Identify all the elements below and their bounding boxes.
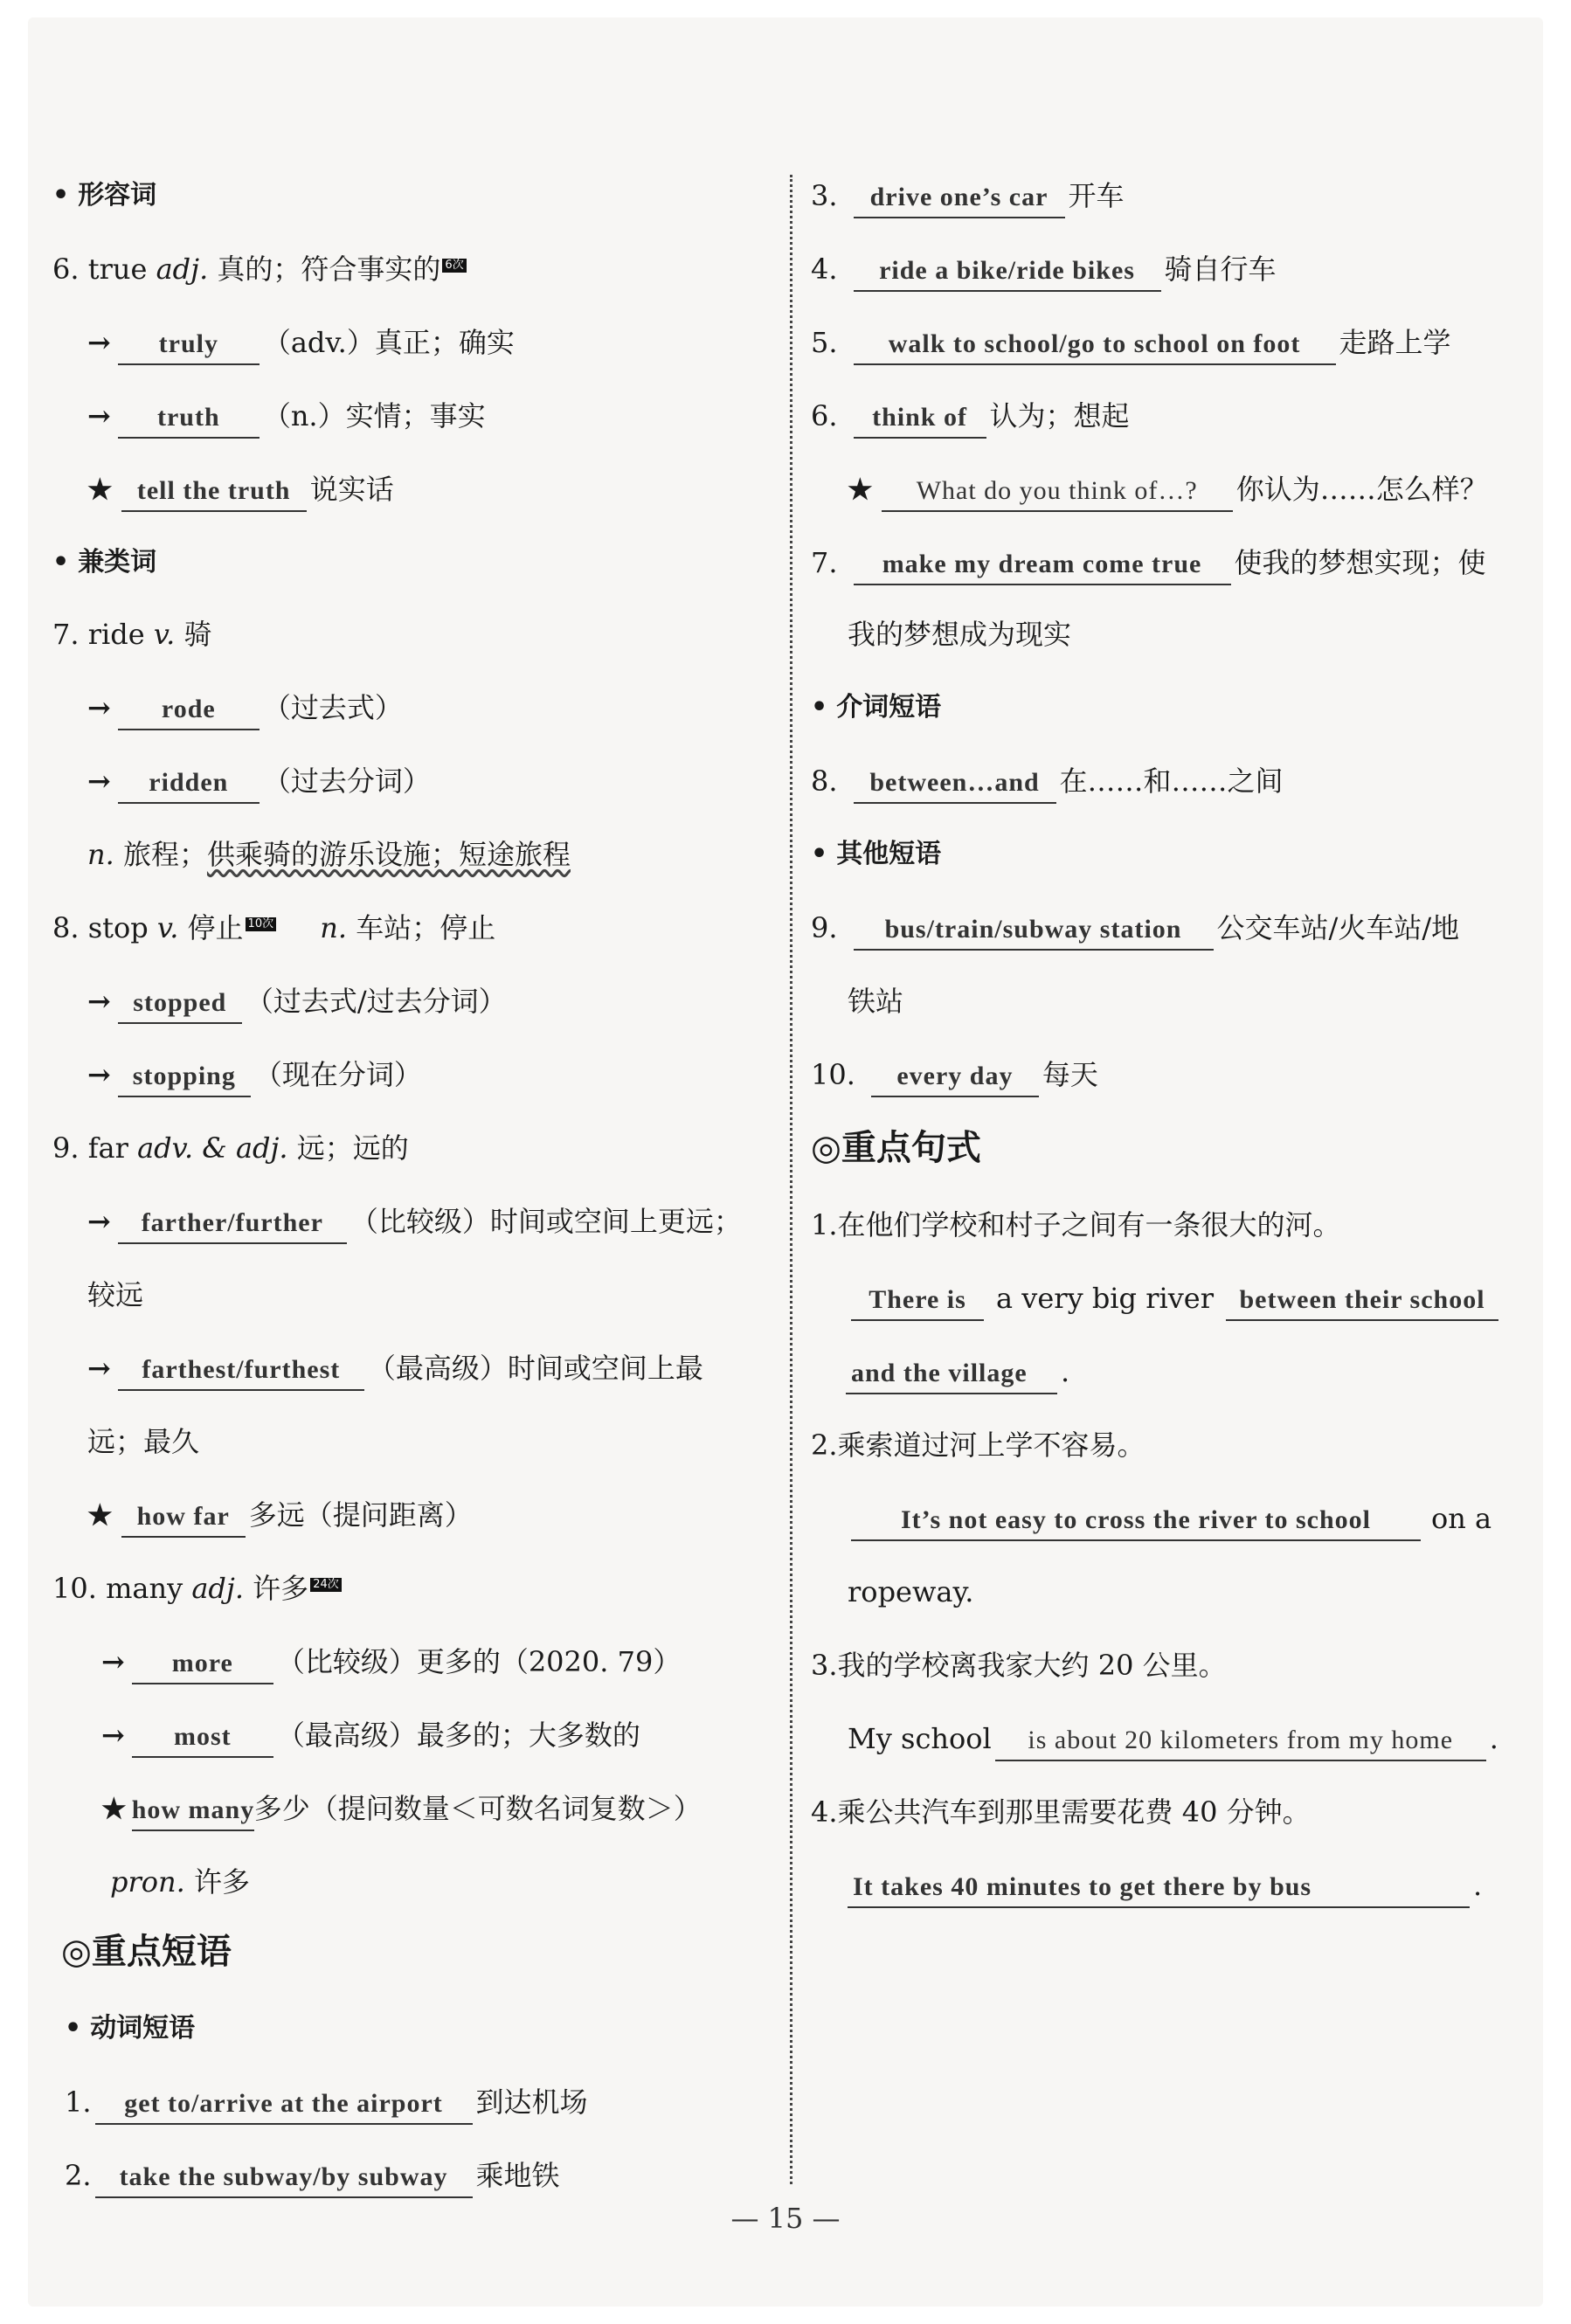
arrow-icon: → bbox=[87, 691, 111, 724]
derivation-more bbox=[101, 1643, 681, 1684]
answer-blank: every day bbox=[871, 1057, 1039, 1097]
sentence-number: 3. bbox=[811, 1649, 838, 1682]
entry-meaning: 许多 bbox=[253, 1572, 309, 1605]
sentence-number: 1. bbox=[811, 1208, 838, 1242]
entry-number: 8. bbox=[52, 911, 80, 944]
answer-blank: ride a bike/ride bikes bbox=[854, 252, 1161, 292]
entry-number: 7. bbox=[52, 618, 80, 651]
answer-blank: most bbox=[132, 1718, 273, 1758]
phrase-number: 3. bbox=[811, 179, 838, 212]
phrase-meaning: 骑自行车 bbox=[1164, 252, 1277, 286]
entry-meaning: 骑 bbox=[183, 618, 212, 651]
phrase-1 bbox=[65, 2083, 588, 2125]
answer-blank: farther/further bbox=[118, 1204, 347, 1244]
derivation-note: （比较级）更多的（2020. 79） bbox=[276, 1645, 682, 1678]
phrase-meaning: 你认为……怎么样？ bbox=[1235, 473, 1488, 506]
category-multi-class: • 兼类词 bbox=[52, 547, 157, 578]
entry-pos: n. bbox=[320, 911, 348, 944]
derivation-note: （最高级）最多的；大多数的 bbox=[276, 1719, 640, 1752]
derivation-ridden bbox=[87, 762, 431, 804]
entry-meaning: 车站；停止 bbox=[356, 911, 496, 944]
phrase-meaning: 每天 bbox=[1042, 1058, 1098, 1091]
arrow-icon: → bbox=[87, 399, 111, 432]
derivation-note: （过去分词） bbox=[262, 764, 431, 798]
phrase-2 bbox=[65, 2156, 560, 2198]
phrase-meaning: 说实话 bbox=[309, 473, 394, 506]
sentence-2-answer bbox=[848, 1499, 1491, 1541]
answer-blank: between their school bbox=[1226, 1281, 1498, 1321]
entry-word: ride bbox=[87, 618, 145, 651]
sentence-text: . bbox=[1061, 1355, 1070, 1388]
entry-pos: adv. & adj. bbox=[137, 1131, 288, 1165]
category-other-phrases: • 其他短语 bbox=[811, 839, 942, 869]
answer-blank: truth bbox=[118, 398, 260, 439]
derivation-stopped bbox=[87, 982, 507, 1024]
entry-word: many bbox=[106, 1572, 183, 1605]
arrow-icon: → bbox=[87, 1205, 111, 1238]
entry-meaning: 许多 bbox=[194, 1865, 251, 1899]
answer-blank: and the village bbox=[846, 1354, 1057, 1394]
derivation-farther-cont bbox=[87, 1276, 143, 1314]
phrase-meaning: 公交车站/火车站/地 bbox=[1216, 911, 1460, 944]
derivation-truly bbox=[87, 323, 515, 365]
phrase-number: 10. bbox=[811, 1058, 855, 1091]
star-icon: ★ bbox=[101, 1792, 127, 1825]
sentence-number: 4. bbox=[811, 1795, 838, 1829]
phrase-number: 7. bbox=[811, 546, 838, 579]
derivation-most bbox=[101, 1716, 640, 1758]
answer-blank: how many bbox=[132, 1791, 254, 1831]
phrase-number: 9. bbox=[811, 911, 838, 944]
category-prep-phrases: • 介词短语 bbox=[811, 692, 942, 723]
page-number: — 15 — bbox=[730, 2202, 841, 2235]
answer-blank: drive one’s car bbox=[854, 178, 1065, 218]
derivation-note: （过去式） bbox=[262, 691, 403, 724]
category-verb-phrases: • 动词短语 bbox=[65, 2013, 196, 2044]
answer-blank: walk to school/go to school on foot bbox=[854, 325, 1336, 365]
arrow-icon: → bbox=[87, 1352, 111, 1385]
phrase-meaning: 铁站 bbox=[848, 985, 904, 1018]
phrase-meaning: 在……和……之间 bbox=[1059, 764, 1284, 798]
phrase-9 bbox=[811, 909, 1459, 951]
answer-blank: between…and bbox=[854, 764, 1056, 804]
entry-number: 6. bbox=[52, 252, 80, 286]
sentence-3-answer bbox=[848, 1719, 1498, 1761]
sentence-text: My school bbox=[848, 1722, 992, 1755]
answer-blank: farthest/furthest bbox=[118, 1351, 364, 1391]
phrase-meaning: 多少（提问数量＜可数名词复数＞） bbox=[253, 1792, 702, 1825]
sentence-text: ropeway. bbox=[848, 1575, 974, 1608]
derivation-farthest-cont bbox=[87, 1422, 199, 1461]
sentence-text: . bbox=[1473, 1869, 1483, 1902]
emphasized-meaning: 供乘骑的游乐设施；短途旅程 bbox=[206, 838, 571, 871]
derivation-truth bbox=[87, 397, 486, 439]
entry-pos: n. bbox=[87, 838, 114, 871]
derivation-note: （比较级）时间或空间上更远； bbox=[349, 1205, 742, 1238]
phrase-number: 4. bbox=[811, 252, 838, 286]
derivation-note: （过去式/过去分词） bbox=[245, 985, 507, 1018]
sentence-chinese: 在他们学校和村子之间有一条很大的河。 bbox=[837, 1208, 1341, 1242]
derivation-note: （最高级）时间或空间上最 bbox=[367, 1352, 703, 1385]
arrow-icon: → bbox=[101, 1645, 125, 1678]
pron-sense-many bbox=[110, 1863, 250, 1901]
derivation-farthest bbox=[87, 1349, 703, 1391]
phrase-7 bbox=[811, 543, 1486, 585]
answer-blank: bus/train/subway station bbox=[854, 910, 1214, 951]
star-icon: ★ bbox=[848, 473, 873, 506]
entry-ride bbox=[52, 615, 211, 654]
phrase-number: 8. bbox=[811, 764, 838, 798]
sentence-text: a very big river bbox=[996, 1282, 1215, 1315]
section-title-phrases: ◎重点短语 bbox=[61, 1932, 232, 1972]
frequency-badge: 24次 bbox=[310, 1578, 342, 1592]
sentence-4-prompt bbox=[811, 1793, 1311, 1831]
answer-blank: take the subway/by subway bbox=[95, 2158, 473, 2198]
answer-blank: ridden bbox=[118, 764, 260, 804]
phrase-how-far bbox=[87, 1496, 473, 1538]
entry-many bbox=[52, 1569, 342, 1608]
entry-pos: adj. bbox=[156, 252, 209, 286]
entry-word: true bbox=[87, 252, 148, 286]
entry-pos: pron. bbox=[110, 1865, 185, 1899]
phrase-6 bbox=[811, 397, 1130, 439]
phrase-tell-truth bbox=[87, 470, 394, 512]
sentence-4-answer bbox=[848, 1866, 1482, 1908]
phrase-9-cont bbox=[848, 982, 903, 1020]
sentence-1-prompt bbox=[811, 1206, 1341, 1244]
answer-blank: get to/arrive at the airport bbox=[95, 2085, 473, 2125]
entry-pos: v. bbox=[153, 618, 176, 651]
derivation-note: 较远 bbox=[87, 1278, 144, 1311]
category-label: 兼类词 bbox=[78, 547, 157, 578]
answer-blank: how far bbox=[121, 1497, 246, 1538]
noun-sense-ride bbox=[87, 835, 571, 874]
entry-pos: adj. bbox=[191, 1572, 244, 1605]
answer-blank: truly bbox=[118, 325, 260, 365]
phrase-3 bbox=[811, 176, 1125, 218]
sentence-1-answer bbox=[848, 1279, 1502, 1321]
derivation-stopping bbox=[87, 1055, 422, 1097]
derivation-rode bbox=[87, 688, 403, 730]
entry-meaning: 远；远的 bbox=[296, 1131, 409, 1165]
answer-blank: What do you think of…? bbox=[882, 472, 1233, 512]
phrase-4 bbox=[811, 250, 1277, 292]
column-divider bbox=[790, 175, 792, 2184]
entry-word: stop bbox=[87, 911, 149, 944]
entry-word: far bbox=[87, 1131, 128, 1165]
phrase-number: 5. bbox=[811, 326, 838, 359]
category-label: 其他短语 bbox=[836, 839, 942, 869]
phrase-meaning: 我的梦想成为现实 bbox=[848, 618, 1072, 651]
answer-blank: rode bbox=[118, 690, 260, 730]
phrase-meaning: 乘地铁 bbox=[475, 2159, 560, 2192]
arrow-icon: → bbox=[101, 1719, 125, 1752]
sentence-text: on a bbox=[1431, 1502, 1492, 1535]
phrase-meaning: 开车 bbox=[1068, 179, 1125, 212]
sentence-1-answer-cont bbox=[842, 1352, 1069, 1394]
star-icon: ★ bbox=[87, 473, 113, 506]
category-adjective: • 形容词 bbox=[52, 180, 157, 211]
answer-blank: It’s not easy to cross the river to school bbox=[851, 1501, 1421, 1541]
entry-number: 10. bbox=[52, 1572, 97, 1605]
entry-true bbox=[52, 250, 467, 288]
derivation-farther bbox=[87, 1202, 742, 1244]
sentence-2-prompt bbox=[811, 1426, 1145, 1464]
frequency-badge: 6次 bbox=[442, 259, 466, 273]
section-title-sentences: ◎重点句式 bbox=[811, 1128, 981, 1168]
answer-blank: more bbox=[132, 1644, 273, 1684]
phrase-meaning: 多远（提问距离） bbox=[248, 1498, 473, 1532]
category-label: 动词短语 bbox=[90, 2013, 196, 2044]
phrase-number: 2. bbox=[65, 2159, 92, 2192]
phrase-10 bbox=[811, 1055, 1098, 1097]
answer-blank: is about 20 kilometers from my home bbox=[995, 1721, 1486, 1761]
sentence-number: 2. bbox=[811, 1428, 838, 1462]
arrow-icon: → bbox=[87, 764, 111, 798]
entry-pos: v. bbox=[156, 911, 179, 944]
sentence-chinese: 乘公共汽车到那里需要花费 40 分钟。 bbox=[837, 1795, 1311, 1829]
category-label: 介词短语 bbox=[836, 692, 942, 723]
answer-blank: It takes 40 minutes to get there by bus bbox=[848, 1868, 1470, 1908]
phrase-7-cont bbox=[848, 615, 1071, 654]
phrase-8 bbox=[811, 762, 1284, 804]
star-icon: ★ bbox=[87, 1498, 113, 1532]
answer-blank: stopping bbox=[118, 1057, 251, 1097]
phrase-number: 1. bbox=[65, 2085, 92, 2119]
phrase-meaning: 走路上学 bbox=[1339, 326, 1451, 359]
arrow-icon: → bbox=[87, 326, 111, 359]
answer-blank: think of bbox=[854, 398, 986, 439]
sentence-text: . bbox=[1489, 1722, 1498, 1755]
answer-blank: tell the truth bbox=[121, 472, 307, 512]
answer-blank: stopped bbox=[118, 984, 242, 1024]
derivation-note: 远；最久 bbox=[87, 1425, 200, 1458]
entry-far bbox=[52, 1129, 409, 1167]
phrase-how-many bbox=[101, 1789, 702, 1831]
entry-meaning: 旅程； bbox=[122, 838, 207, 871]
phrase-meaning: 认为；想起 bbox=[989, 399, 1130, 432]
derivation-note: （n.）实情；事实 bbox=[262, 399, 486, 432]
arrow-icon: → bbox=[87, 985, 111, 1018]
derivation-note: （adv.）真正；确实 bbox=[262, 326, 515, 359]
phrase-5 bbox=[811, 323, 1451, 365]
phrase-number: 6. bbox=[811, 399, 838, 432]
arrow-icon: → bbox=[87, 1058, 111, 1091]
answer-blank: There is bbox=[851, 1281, 984, 1321]
category-label: 形容词 bbox=[78, 180, 157, 211]
sentence-chinese: 我的学校离我家大约 20 公里。 bbox=[837, 1649, 1227, 1682]
derivation-note: （现在分词） bbox=[253, 1058, 422, 1091]
frequency-badge: 10次 bbox=[246, 917, 277, 931]
sentence-3-prompt bbox=[811, 1646, 1227, 1684]
entry-number: 9. bbox=[52, 1131, 80, 1165]
phrase-meaning: 到达机场 bbox=[475, 2085, 588, 2119]
entry-meaning: 停止 bbox=[187, 911, 244, 944]
answer-blank: make my dream come true bbox=[854, 545, 1231, 585]
entry-meaning: 真的；符合事实的 bbox=[217, 252, 441, 286]
sentence-2-answer-cont bbox=[848, 1573, 973, 1611]
phrase-meaning: 使我的梦想实现；使 bbox=[1234, 546, 1486, 579]
sentence-chinese: 乘索道过河上学不容易。 bbox=[837, 1428, 1145, 1462]
entry-stop bbox=[52, 909, 495, 947]
phrase-6-star bbox=[848, 470, 1488, 512]
